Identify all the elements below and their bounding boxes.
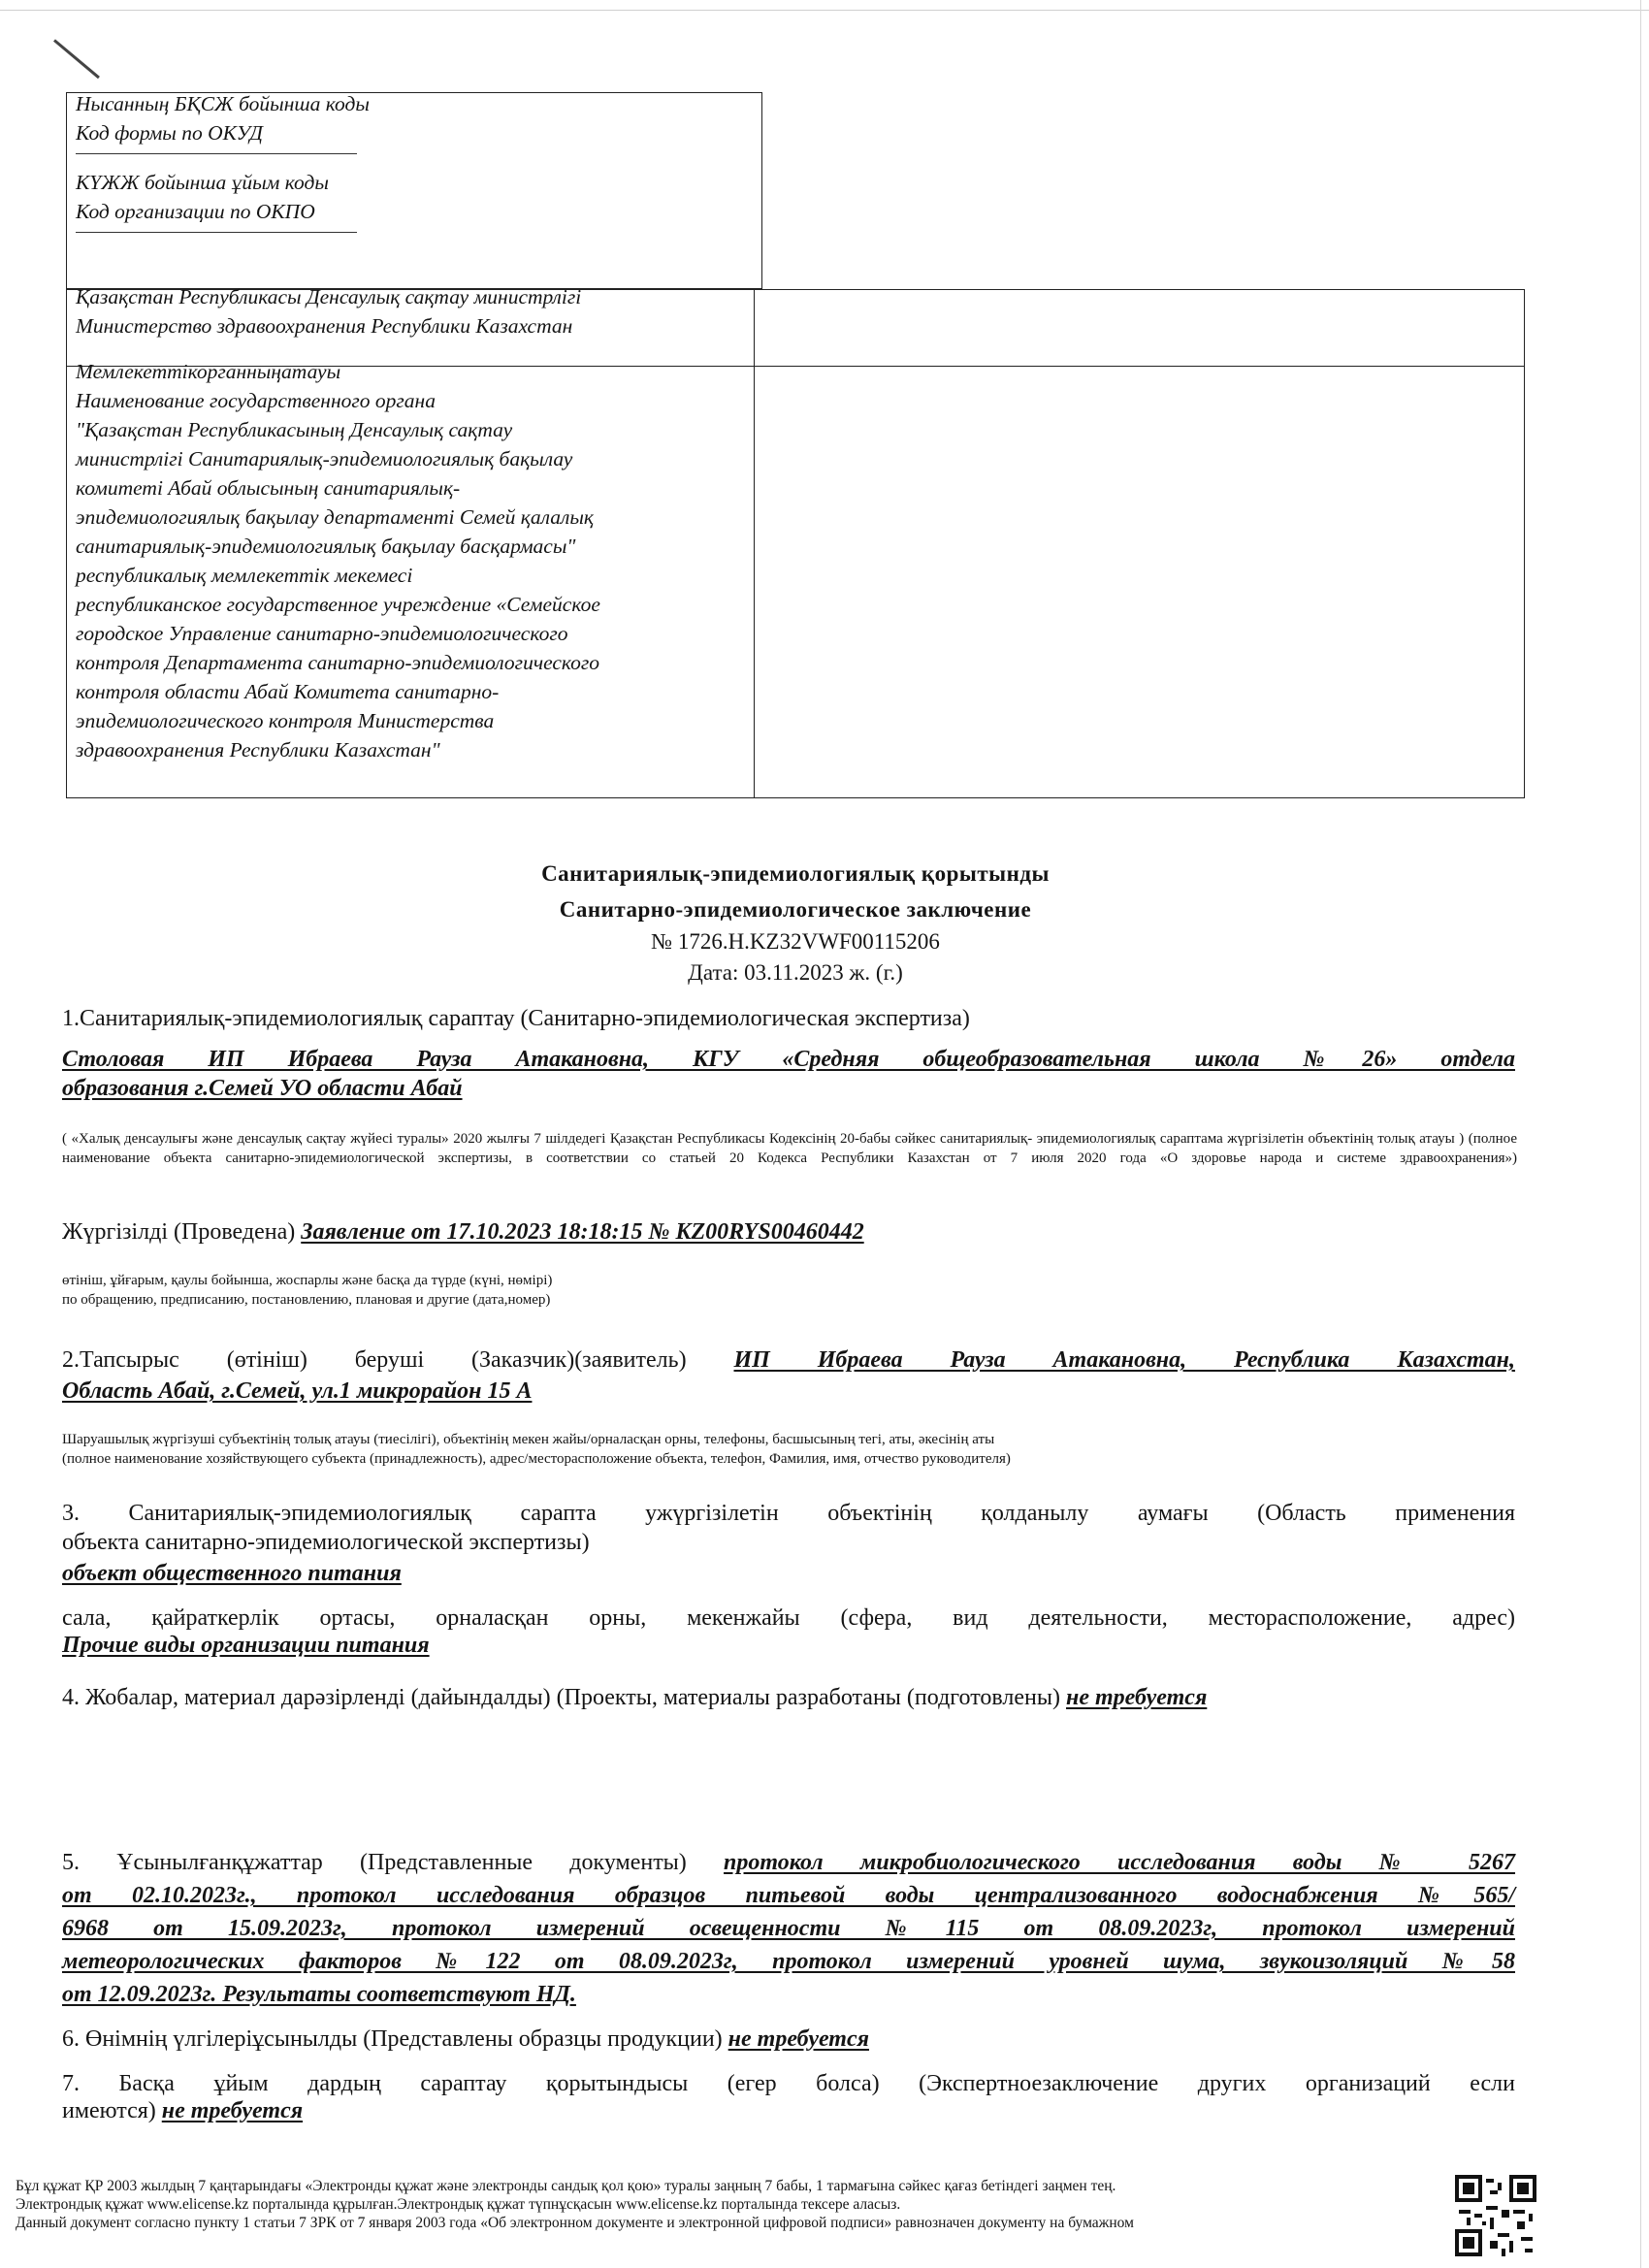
section6-value: не требуется [728, 2026, 869, 2052]
ministry-divider [754, 289, 755, 367]
qr-code-icon [1455, 2175, 1536, 2256]
form-code-kz: Нысанның БҚСЖ бойынша коды [76, 92, 370, 115]
section5-label: 5. Ұсынылғанқұжаттар (Представленные документы) [62, 1850, 687, 1875]
section5-docs-line5: от 12.09.2023г. Результаты соответствуют НД. [62, 1982, 576, 2007]
agency-label-ru: Наименование государственного органа [76, 389, 436, 412]
section3-sphere-label: сала, қайраткерлік ортасы, орналасқан орны, мекенжайы (сфера, вид деятельности, месторасположение, адрес) [62, 1605, 1515, 1631]
section7-value: не требуется [161, 2098, 304, 2123]
section5-docs-line2: от 02.10.2023г., протокол исследования образцов питьевой воды централизованного водоснабжения №565/ [62, 1883, 1515, 1908]
agency-line: республикалық мемлекеттік мекемесі [76, 564, 413, 587]
section1-object-line1: Столовая ИП Ибраева Рауза Атакановна, КГУ «Средняя общеобразовательная школа №26» отдела [62, 1047, 1515, 1072]
corner-fold-mark [53, 39, 100, 79]
agency-line: "Қазақстан Республикасының Денсаулық сақтау [76, 418, 513, 441]
conducted-note-kz: өтініш, ұйғарым, қаулы бойынша, жоспарлы және басқа да түрде (күні, нөмірі) [62, 1273, 553, 1288]
org-code-ru: Код организации по ОКПО [76, 200, 315, 223]
section2-customer-line1: ИП Ибраева Рауза Атакановна, Республика Казахстан, [733, 1347, 1516, 1373]
ministry-cell [76, 282, 745, 340]
section2-note-kz: Шаруашылық жүргізуші субъектінің толық атауы (тиесілігі), объектінің мекен жайы/орналасқан орны, телефоны, басшысының тегі, аты, әкесінің аты [62, 1432, 995, 1447]
agency-line: контроля области Абай Комитета санитарно- [76, 680, 500, 703]
agency-line: санитариялық-эпидемиологиялық бақылау басқармасы" [76, 535, 576, 558]
ministry-kz: Қазақстан Республикасы Денсаулық сақтау министрлігі [76, 285, 582, 308]
section5-row1 [62, 1847, 1515, 1878]
form-code-ru: Код формы по ОКУД [76, 121, 263, 145]
footer-line-portal: Электрондық құжат www.elicense.kz порталында құрылған.Электрондық құжат түпнұсқасын www.elicense.kz порталында тексере аласыз. [16, 2196, 901, 2213]
section4-row [62, 1682, 1515, 1713]
section6-label: 6. Өнімнің үлгілеріұсынылды (Представлены образцы продукции) [62, 2026, 723, 2052]
section4-label: 4. Жобалар, материал дарәзірленді (дайындалды) (Проекты, материалы разработаны (подготовлены) [62, 1685, 1060, 1710]
agency-label-kz: Мемлекеттікорганныңатауы [76, 360, 341, 383]
conducted-note-ru: по обращению, предписанию, постановлению, плановая и другие (дата,номер) [62, 1292, 551, 1308]
section5-docs-line1: протокол микробиологического исследования воды № 5267 [724, 1850, 1516, 1875]
org-code-kz: КҮЖЖ бойынша ұйым коды [76, 171, 329, 194]
agency-line: эпидемиологического контроля Министерства [76, 709, 495, 732]
conclusion-number: № 1726.Н.KZ32VWF00115206 [651, 929, 940, 954]
section3-sphere-value: Прочие виды организации питания [62, 1633, 430, 1658]
section2-customer-line2: Область Абай, г.Семей, ул.1 микрорайон 15 А [62, 1378, 533, 1404]
conducted-row [62, 1216, 1515, 1247]
section5-docs-line3: 6968 от 15.09.2023г, протокол измерений освещенности №115 от 08.09.2023г, протокол измерений [62, 1916, 1515, 1941]
title-ru: Санитарно-эпидемиологическое заключение [559, 897, 1032, 922]
agency-line: республиканское государственное учреждение «Семейское [76, 593, 600, 616]
section3-scope-value: объект общественного питания [62, 1561, 402, 1586]
footer-line-kz: Бұл құжат ҚР 2003 жылдың 7 қаңтарындағы «Электронды құжат және электронды сандық қол қою» туралы заңның 7 бабы, 1 тармағына сәйкес қағаз бетіндегі заңмен тең. [16, 2178, 1116, 2194]
agency-line: городское Управление санитарно-эпидемиологического [76, 622, 568, 645]
section3-label-line1: 3. Санитариялық-эпидемиологиялық сарапта ужүргізілетін объектінің қолданылу аумағы (Область применения [62, 1501, 1515, 1526]
section5-docs-line4: метеорологических факторов №122 от 08.09.2023г, протокол измерений уровней шума, звукоизоляций №58 [62, 1949, 1515, 1974]
section6-row [62, 2024, 1515, 2055]
section3-label-line2: объекта санитарно-эпидемиологической экспертизы) [62, 1530, 590, 1555]
section7-label-line2: имеются) [62, 2098, 156, 2123]
agency-line: эпидемиологиялық бақылау департаменті Семей қалалық [76, 505, 594, 529]
scan-edge-right [1640, 0, 1641, 2268]
scan-edge-top [0, 10, 1649, 11]
section2-note-ru: (полное наименование хозяйствующего субъекта (принадлежность), адрес/месторасположение объекта, телефон, Фамилия, имя, отчество руководителя) [62, 1451, 1011, 1467]
section4-value: не требуется [1066, 1685, 1208, 1710]
org-code-blank [76, 226, 357, 233]
conducted-value: Заявление от 17.10.2023 18:18:15 № KZ00RYS00460442 [301, 1219, 864, 1245]
agency-line: контроля Департамента санитарно-эпидемиологического [76, 651, 599, 674]
agency-line: здравоохранения Республики Казахстан" [76, 738, 440, 761]
section7-row2 [62, 2095, 1515, 2126]
ministry-ru: Министерство здравоохранения Республики Казахстан [76, 314, 573, 338]
section1-note: ( «Халық денсаулығы және денсаулық сақтау жүйесі туралы» 2020 жылғы 7 шілдедегі Қазақстан Республикасы Кодексінің 20-бабы сәйкес санитариялық- эпидемиологиялық сараптама жүргізілетін объектінің толық атауы ) (полное наименование объекта санитарно-эпидемиологической экспертизы, в соответствии со статьей 20 Кодекса Республики Казахстан от 7 июля 2020 года «О здоровье народа и системе здравоохранения») [62, 1131, 1517, 1166]
codes-cell [76, 89, 755, 246]
agency-line: комитеті Абай облысының санитариялық- [76, 476, 461, 500]
conclusion-date: Дата: 03.11.2023 ж. (г.) [688, 960, 903, 985]
conducted-label: Жүргізілді (Проведена) [62, 1219, 296, 1245]
agency-line: министрлігі Санитариялық-эпидемиологиялық бақылау [76, 447, 573, 470]
section2-label: 2.Тапсырыс (өтініш) беруші (Заказчик)(заявитель) [62, 1347, 687, 1373]
agency-divider [754, 366, 755, 798]
footer-line-ru: Данный документ согласно пункту 1 статьи 7 ЗРК от 7 января 2003 года «Об электронном документе и электронной цифровой подписи» равнозначен документу на бумажном [16, 2215, 1134, 2231]
form-code-blank [76, 147, 357, 154]
section1-object-line2: образования г.Семей УО области Абай [62, 1076, 463, 1101]
section2-row1 [62, 1345, 1515, 1376]
agency-cell [76, 357, 750, 764]
section1-label: 1.Санитариялық-эпидемиологиялық сараптау (Санитарно-эпидемиологическая экспертиза) [62, 1006, 970, 1031]
title-kz: Санитариялық-эпидемиологиялық қорытынды [541, 861, 1050, 886]
section7-label-line1: 7. Басқа ұйым дардың сараптау қорытындысы (егер болса) (Экспертноезаключение других организаций если [62, 2071, 1515, 2096]
